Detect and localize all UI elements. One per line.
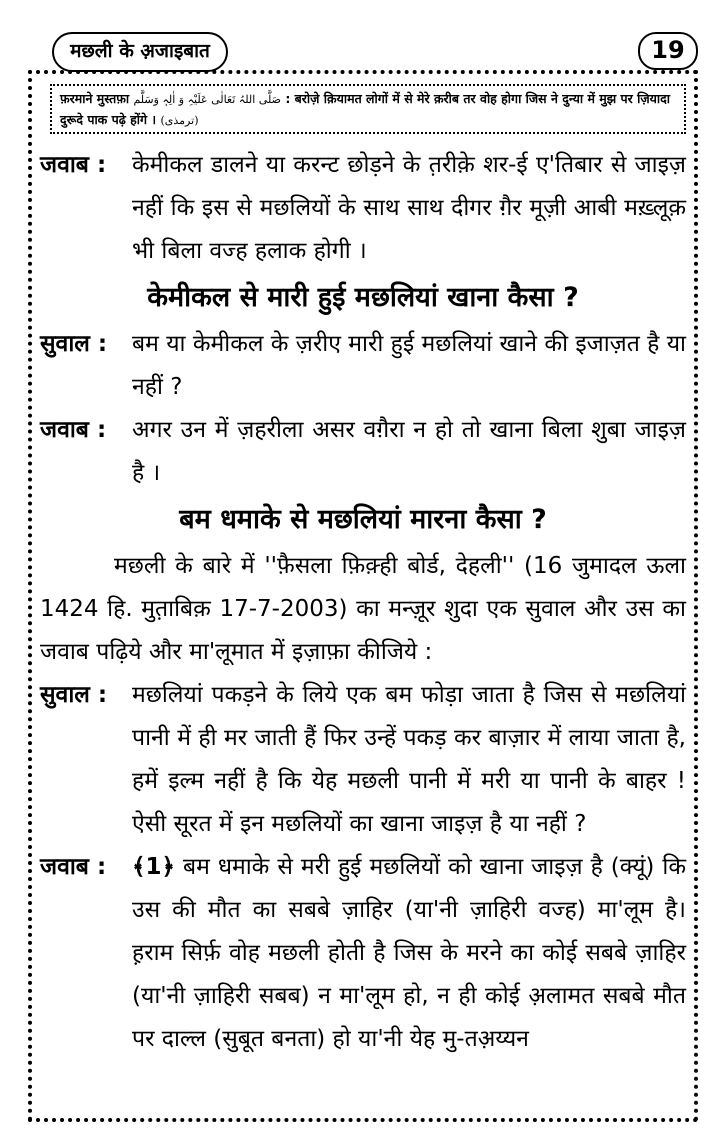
question-label: सुवाल :	[40, 331, 108, 357]
question-block-3	[40, 674, 686, 846]
section-heading-1: केमीकल से मारी हुई मछलियां खाना कैसा ?	[147, 282, 579, 313]
question-text-2: बम या केमीकल के ज़रीए मारी हुई मछलियां खाने की इजाज़त है या नहीं ?	[132, 331, 686, 400]
main-content	[40, 144, 686, 1061]
hadith-source: (ترمذی)	[160, 114, 199, 127]
intro-paragraph: मछली के बारे में ''फ़ैसला फ़िक़्ही बोर्ड, देहली'' (16 जुमादल ऊला 1424 हि. मुत़ाबिक़ 17-7-2003) का मन्ज़ूर शुदा एक सुवाल और उस का जवाब पढ़िये और मा'लूमात में इज़ाफ़ा कीजिये :	[40, 553, 686, 665]
salawat-text: صَلَّی اللہُ تَعَالٰی عَلَیْہِ وَ اٰلِہٖ وَسَلَّم	[133, 93, 281, 106]
section-heading-2: बम धमाके से मछलियां मारना कैसा ?	[179, 504, 547, 535]
question-label: सुवाल :	[40, 682, 108, 708]
answer-label: जवाब :	[40, 417, 107, 443]
answer-block-3	[40, 846, 686, 1061]
question-block-2	[40, 323, 686, 409]
hadith-lead: फ़रमाने मुस्तफ़ा	[60, 91, 130, 106]
point-number-marker: ﴾1﴿	[132, 854, 175, 880]
hadith-box	[50, 84, 686, 134]
hadith-text: : बरोज़े क़ियामत लोगों में से मेरे क़रीब तर वोह होगा जिस ने दुन्या में मुझ पर ज़ियादा दुरूदे पाक पढ़े होंगे ।	[60, 91, 670, 127]
question-text-3: मछलियां पकड़ने के लिये एक बम फोड़ा जाता है जिस से मछलियां पानी में ही मर जाती हैं फिर उन्हें पकड़ कर बाज़ार में लाया जाता है, हमें इल्म नहीं है कि येह मछली पानी में मरी या पानी के बाहर ! ऐसी सूरत में इन मछलियों का खाना जाइज़ है या नहीं ?	[132, 682, 686, 837]
answer-text-3	[132, 846, 686, 1061]
answer-point-text: बम धमाके से मरी हुई मछलियों को खाना जाइज़ है (क्यूं) कि उस की मौत का सबबे ज़ाहिर (या'नी ज़ाहिरी वज्ह) मा'लूम है। ह़राम सिर्फ़ वोह मछली होती है जिस के मरने का कोई सबबे ज़ाहिर (या'नी ज़ाहिरी सबब) न मा'लूम हो, न ही कोई अ़लामत सबबे मौत पर दाल्ल (सुबूत बनता) हो या'नी येह मु-तअ़य्यन	[132, 854, 686, 1052]
answer-block-2	[40, 409, 686, 495]
answer-text-1: केमीकल डालने या करन्ट छोड़ने के त़रीक़े शर-ई ए'तिबार से जाइज़ नहीं कि इस से मछलियों के साथ साथ दीगर ग़ैर मूज़ी आबी मख़्लूक़ भी बिला वज्ह हलाक होगी ।	[132, 152, 686, 264]
answer-block-1	[40, 144, 686, 273]
page-number: 19	[638, 32, 698, 70]
book-title: मछली के अ़जाइबात	[52, 32, 228, 72]
answer-text-2: अगर उन में ज़हरीला असर वग़ैरा न हो तो खाना बिला शुबा जाइज़ है ।	[132, 417, 686, 486]
answer-label: जवाब :	[40, 854, 107, 880]
answer-label: जवाब :	[40, 152, 107, 178]
